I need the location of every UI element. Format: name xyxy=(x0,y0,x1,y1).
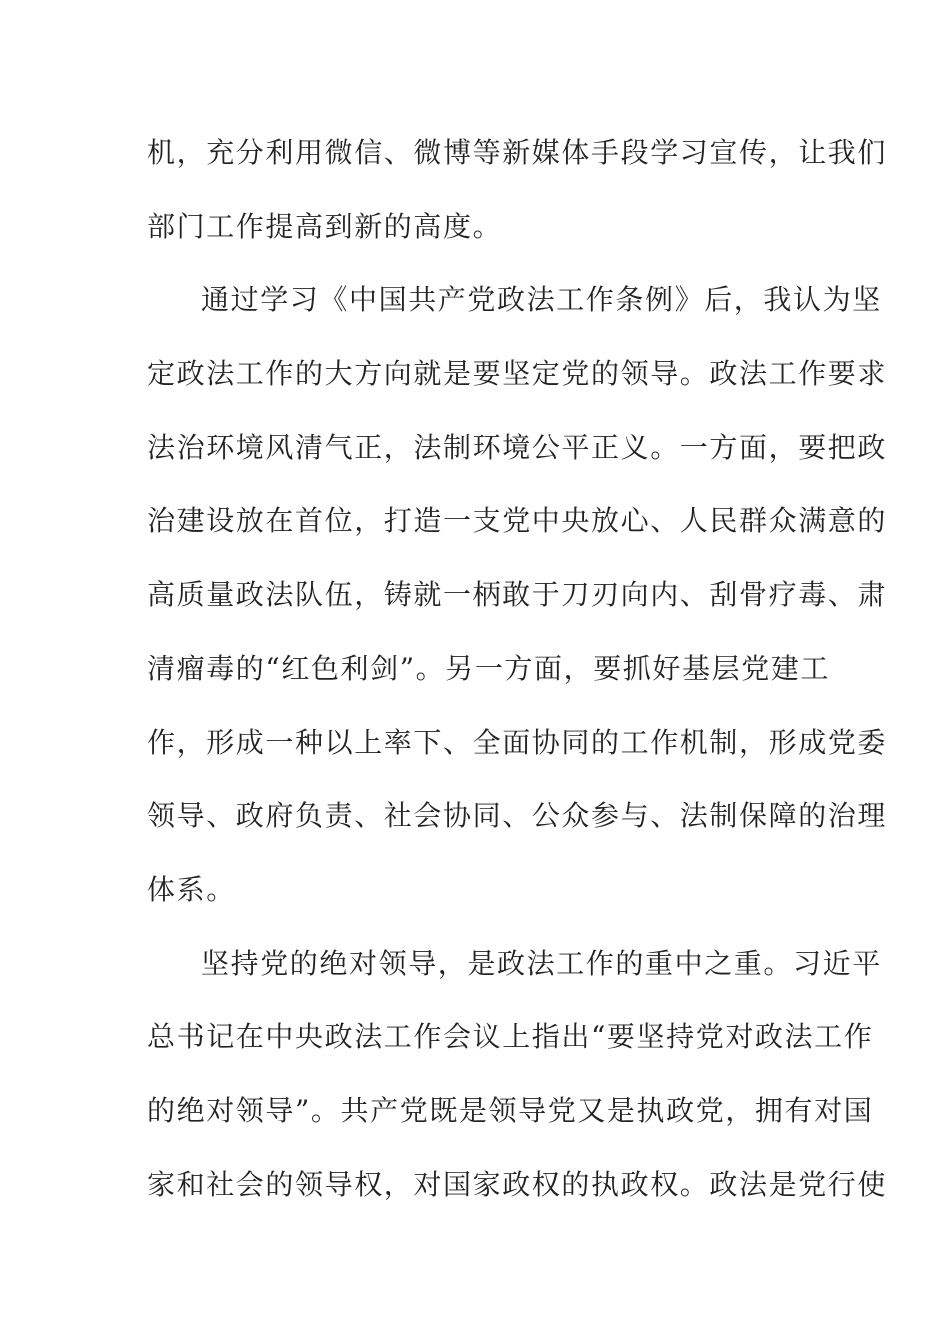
text-line: 作，形成一种以上率下、全面协同的工作机制，形成党委 xyxy=(147,725,888,759)
text-line: 领导、政府负责、社会协同、公众参与、法制保障的治理 xyxy=(147,799,888,833)
text-line: 总书记在中央政法工作会议上指出“要坚持党对政法工作 xyxy=(147,1020,874,1054)
text-line: 法治环境风清气正，法制环境公平正义。一方面，要把政 xyxy=(147,430,888,464)
text-line: 高质量政法队伍，铸就一柄敢于刀刃向内、刮骨疗毒、肃 xyxy=(147,578,888,612)
paragraph-first-line: 坚持党的绝对领导，是政法工作的重中之重。习近平 xyxy=(201,946,882,980)
text-line: 清瘤毒的“红色利剑”。另一方面，要抓好基层党建工 xyxy=(147,651,831,685)
text-line: 体系。 xyxy=(147,872,236,906)
text-line: 机，充分利用微信、微博等新媒体手段学习宣传，让我们 xyxy=(147,136,888,169)
text-line: 部门工作提高到新的高度。 xyxy=(147,209,503,243)
text-line: 的绝对领导”。共产党既是领导党又是执政党，拥有对国 xyxy=(147,1093,874,1127)
paragraph-first-line: 通过学习《中国共产党政法工作条例》后，我认为坚 xyxy=(201,283,882,317)
text-line: 治建设放在首位，打造一支党中央放心、人民群众满意的 xyxy=(147,504,888,538)
text-line: 定政法工作的大方向就是要坚定党的领导。政法工作要求 xyxy=(147,357,888,391)
body-text xyxy=(147,128,888,1233)
text-line: 家和社会的领导权，对国家政权的执政权。政法是党行使 xyxy=(147,1167,888,1201)
